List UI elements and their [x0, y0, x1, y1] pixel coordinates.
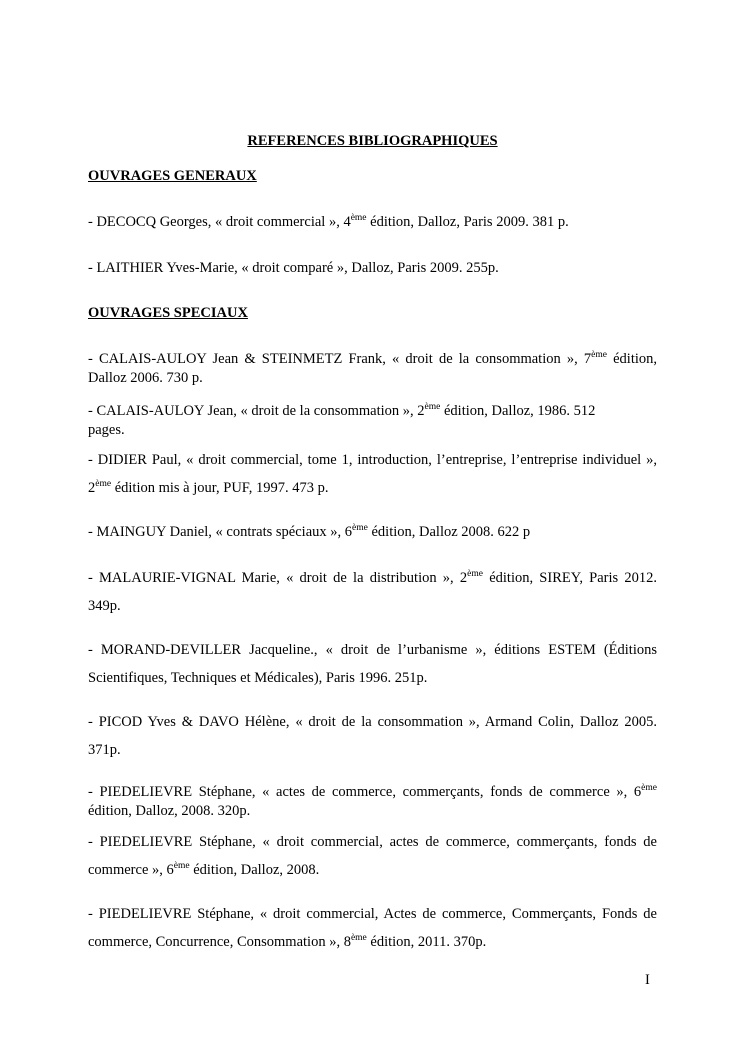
page-number: I: [645, 972, 650, 988]
bibliography-entry: - CALAIS-AULOY Jean & STEINMETZ Frank, « droit de la consommation », 7ème édition, Dalloz 2006. 730 p.: [88, 350, 657, 386]
bibliography-entry: - PIEDELIEVRE Stéphane, « droit commercial, Actes de commerce, Commerçants, Fonds de commerce, Concurrence, Consommation », 8ème édition, 2011. 370p.: [88, 906, 657, 950]
page-title: REFERENCES BIBLIOGRAPHIQUES: [247, 133, 498, 149]
bibliography-entry: - DIDIER Paul, « droit commercial, tome 1, introduction, l’entreprise, l’entreprise individuel », 2ème édition mis à jour, PUF, 1997. 473 p.: [88, 452, 657, 496]
bibliography-entry: - MORAND-DEVILLER Jacqueline., « droit de l’urbanisme », éditions ESTEM (Éditions Scientifiques, Techniques et Médicales), Paris 1996. 251p.: [88, 642, 657, 686]
bibliography-entry: - LAITHIER Yves-Marie, « droit comparé », Dalloz, Paris 2009. 255p.: [88, 260, 499, 276]
bibliography-entry: - PIEDELIEVRE Stéphane, « droit commercial, actes de commerce, commerçants, fonds de commerce », 6ème édition, Dalloz, 2008.: [88, 834, 657, 878]
bibliography-entry: - PICOD Yves & DAVO Hélène, « droit de la consommation », Armand Colin, Dalloz 2005. 371p.: [88, 714, 657, 758]
bibliography-entry: - MALAURIE-VIGNAL Marie, « droit de la distribution », 2ème édition, SIREY, Paris 2012. 349p.: [88, 569, 658, 614]
section-heading-general: OUVRAGES GENERAUX: [88, 168, 257, 184]
bibliography-entry: - PIEDELIEVRE Stéphane, « actes de commerce, commerçants, fonds de commerce », 6ème édition, Dalloz, 2008. 320p.: [88, 783, 657, 819]
section-heading-special: OUVRAGES SPECIAUX: [88, 305, 248, 321]
bibliography-entry: - DECOCQ Georges, « droit commercial », 4ème édition, Dalloz, Paris 2009. 381 p.: [88, 213, 569, 230]
bibliography-entry: - CALAIS-AULOY Jean, « droit de la consommation », 2ème édition, Dalloz, 1986. 512 pages.: [88, 402, 596, 438]
bibliography-entry: - MAINGUY Daniel, « contrats spéciaux », 6ème édition, Dalloz 2008. 622 p: [88, 523, 531, 540]
